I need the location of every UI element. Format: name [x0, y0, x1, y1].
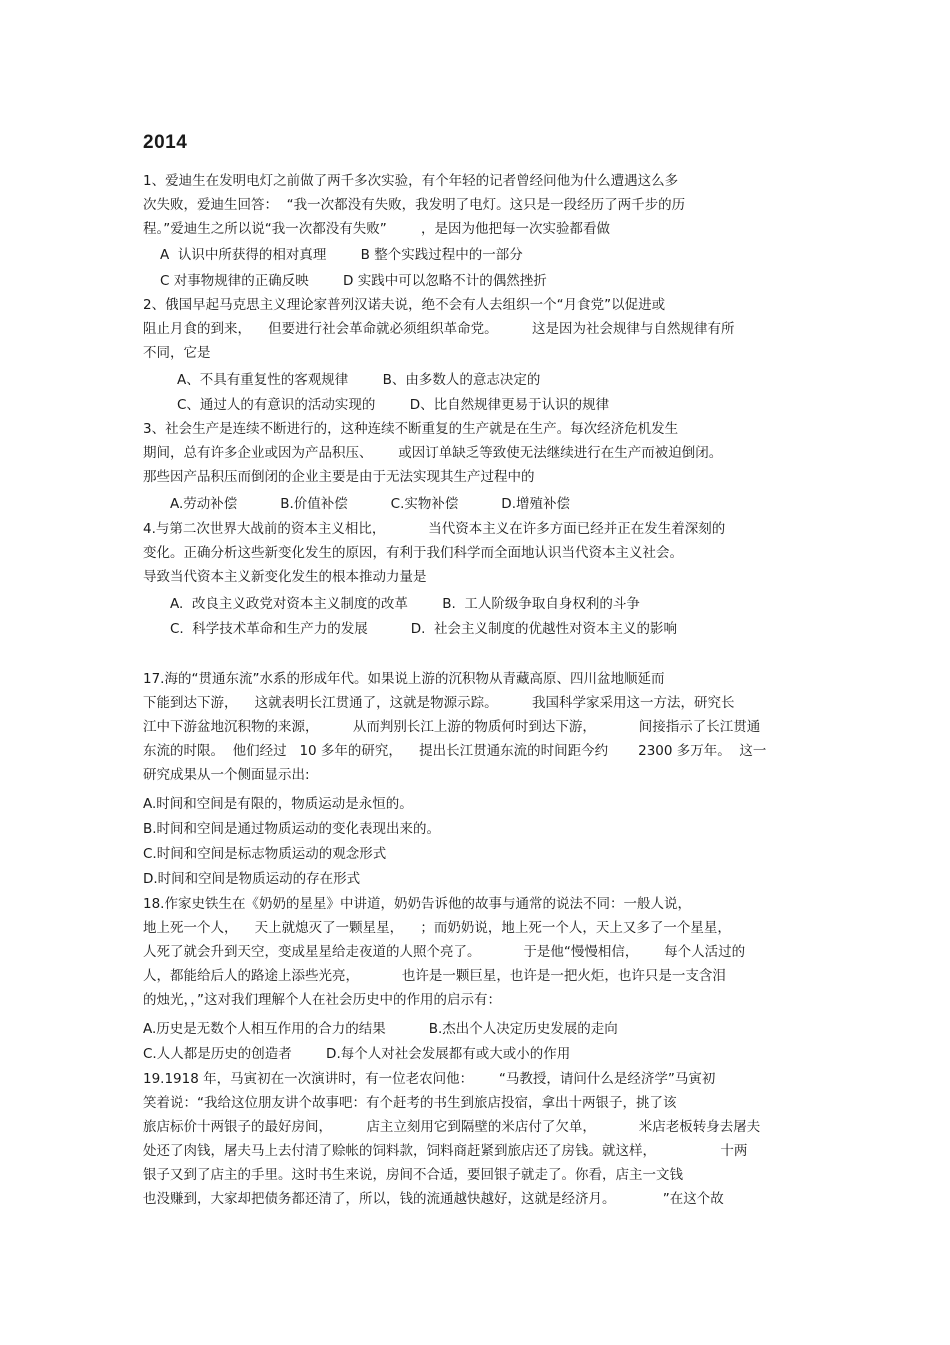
text-line: 下能到达下游， 这就表明长江贯通了，这就是物源示踪。 我国科学家采用这一方法，研究长 [143, 695, 735, 711]
text-line: 的烛光，，”这对我们理解个人在社会历史中的作用的启示有： [143, 992, 501, 1008]
text-line: 不同，它是 [143, 345, 211, 361]
text-line: 人死了就会升到天空，变成星星给走夜道的人照个亮了。 于是他“慢慢相信， 每个人活过的 [143, 944, 746, 960]
option-line: A.历史是无数个人相互作用的合力的结果 B.杰出个人决定历史发展的走向 [143, 1021, 618, 1037]
page-title: 2014 [143, 132, 188, 153]
option-line: C、通过人的有意识的活动实现的 D、比自然规律更易于认识的规律 [177, 397, 610, 413]
text-line: 笑着说：“我给这位朋友讲个故事吧：有个赶考的书生到旅店投宿，拿出十两银子，挑了该 [143, 1095, 677, 1111]
text-line: 研究成果从一个侧面显示出: [143, 767, 310, 783]
text-line: 3、社会生产是连续不断进行的，这种连续不断重复的生产就是在生产。每次经济危机发生 [143, 421, 679, 437]
text-line: 2、俄国早起马克思主义理论家普列汉诺夫说，绝不会有人去组织一个“月食党”以促进或 [143, 297, 666, 313]
text-line: 处还了肉钱，屠夫马上去付清了赊帐的饲料款，饲料商赶紧到旅店还了房钱。就这样， 十两 [143, 1143, 748, 1159]
option-line: A. 改良主义政党对资本主义制度的改革 B. 工人阶级争取自身权利的斗争 [170, 596, 640, 612]
option-line: A.时间和空间是有限的，物质运动是永恒的。 [143, 796, 413, 812]
text-line: 阻止月食的到来， 但要进行社会革命就必须组织革命党。 这是因为社会规律与自然规律有所 [143, 321, 735, 337]
text-line: 19.1918 年，马寅初在一次演讲时，有一位老农问他： “马教授，请问什么是经济学”马寅初 [143, 1071, 716, 1087]
text-line: 期间，总有许多企业或因为产品积压、 或因订单缺乏等致使无法继续进行在生产而被迫倒闭。 [143, 445, 723, 461]
text-line: 人，都能给后人的路途上添些光亮， 也许是一颗巨星，也许是一把火炬，也许只是一支含泪 [143, 968, 726, 984]
option-line: C.人人都是历史的创造者 D.每个人对社会发展都有或大或小的作用 [143, 1046, 571, 1062]
option-line: A.劳动补偿 B.价值补偿 C.实物补偿 D.增殖补偿 [170, 496, 570, 512]
option-line: C. 科学技术革命和生产力的发展 D. 社会主义制度的优越性对资本主义的影响 [170, 621, 677, 637]
text-line: 4.与第二次世界大战前的资本主义相比， 当代资本主义在许多方面已经并正在发生着深刻的 [143, 521, 726, 537]
text-line: 旅店标价十两银子的最好房间， 店主立刻用它到隔壁的米店付了欠单， 米店老板转身去屠夫 [143, 1119, 761, 1135]
option-line: C.时间和空间是标志物质运动的观念形式 [143, 846, 387, 862]
option-line: C 对事物规律的正确反映 D 实践中可以忽略不计的偶然挫折 [160, 273, 547, 289]
text-line: 变化。正确分析这些新变化发生的原因，有利于我们科学而全面地认识当代资本主义社会。 [143, 545, 683, 561]
option-line: A、不具有重复性的客观规律 B、由多数人的意志决定的 [177, 372, 541, 388]
text-line: 那些因产品积压而倒闭的企业主要是由于无法实现其生产过程中的 [143, 469, 535, 485]
text-line: 银子又到了店主的手里。这时书生来说，房间不合适，要回银子就走了。你看，店主一文钱 [143, 1167, 683, 1183]
option-line: D.时间和空间是物质运动的存在形式 [143, 871, 361, 887]
text-line: 江中下游盆地沉积物的来源， 从而判别长江上游的物质何时到达下游， 间接指示了长江贯通 [143, 719, 761, 735]
text-line: 地上死一个人， 天上就熄灭了一颗星星， ；而奶奶说，地上死一个人，天上又多了一个星星， [143, 920, 731, 936]
text-line: 18.作家史铁生在《奶奶的星星》中讲道，奶奶告诉他的故事与通常的说法不同：一般人说， [143, 896, 691, 912]
text-line: 程。”爱迪生之所以说“我一次都没有失败” ，是因为他把每一次实验都看做 [143, 221, 611, 237]
text-line: 导致当代资本主义新变化发生的根本推动力量是 [143, 569, 427, 585]
text-line: 17.海的“贯通东流”水系的形成年代。如果说上游的沉积物从青藏高原、四川盆地顺延而 [143, 671, 665, 687]
option-line: B.时间和空间是通过物质运动的变化表现出来的。 [143, 821, 441, 837]
option-line: A 认识中所获得的相对真理 B 整个实践过程中的一部分 [160, 247, 523, 263]
text-line: 也没赚到，大家却把债务都还清了，所以，钱的流通越快越好，这就是经济月。 ”在这个故 [143, 1191, 724, 1207]
text-line: 次失败，爱迪生回答： “我一次都没有失败，我发明了电灯。这只是一段经历了两千步的历 [143, 197, 686, 213]
text-line: 1、爱迪生在发明电灯之前做了两千多次实验，有个年轻的记者曾经问他为什么遭遇这么多 [143, 173, 679, 189]
text-line: 东流的时限。 他们经过 10 多年的研究， 提出长江贯通东流的时间距今约 2300 多万年。 这一 [143, 743, 767, 759]
